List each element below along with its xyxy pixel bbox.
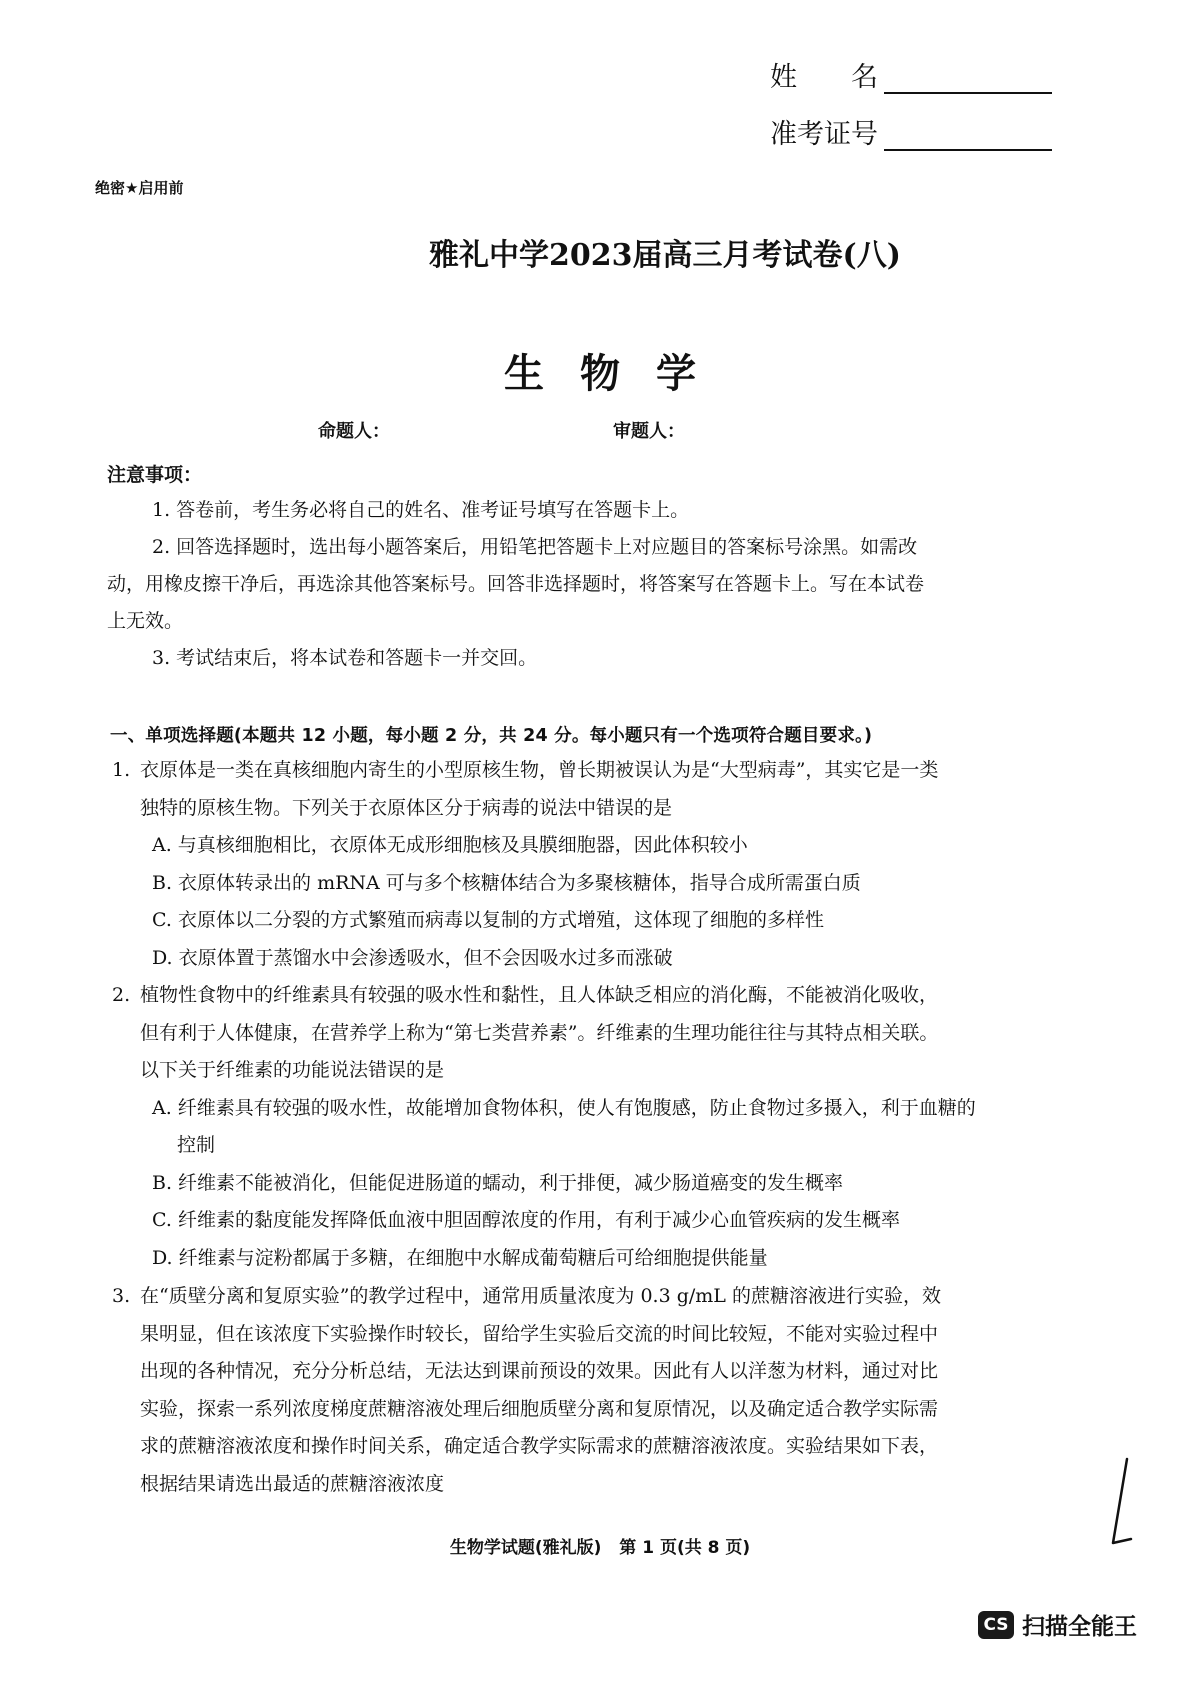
camscanner-logo-icon: CS	[978, 1611, 1014, 1639]
footer-page-number: 第 1 页(共 8 页)	[619, 1538, 751, 1558]
option-a-cont: 控制	[177, 1134, 216, 1156]
notice-item: 2. 回答选择题时，选出每小题答案后，用铅笔把答题卡上对应题目的答案标号涂黑。如需改	[152, 536, 918, 558]
question-stem: 植物性食物中的纤维素具有较强的吸水性和黏性，且人体缺乏相应的消化酶，不能被消化吸收，	[140, 984, 939, 1006]
exam-title: 雅礼中学2023届高三月考试卷(八)	[429, 238, 901, 273]
name-label: 姓 名	[770, 62, 878, 93]
footer-subject: 生物学试题(雅礼版)	[449, 1538, 602, 1558]
exam-id-blank-line	[884, 123, 1052, 151]
name-field	[770, 55, 1052, 94]
question-stem: 在“质壁分离和复原实验”的教学过程中，通常用质量浓度为 0.3 g/mL 的蔗糖溶液进行实验，效	[140, 1285, 941, 1307]
question-number: 3.	[112, 1285, 131, 1307]
notice-item-cont: 上无效。	[107, 610, 184, 632]
option-a: A. 纤维素具有较强的吸水性，故能增加食物体积，使人有饱腹感，防止食物过多摄入，利于血糖的	[152, 1096, 976, 1119]
question-stem-cont: 以下关于纤维素的功能说法错误的是	[140, 1059, 445, 1081]
question-stem-cont: 但有利于人体健康，在营养学上称为“第七类营养素”。纤维素的生理功能往往与其特点相关联。	[140, 1021, 939, 1044]
author-label: 命题人：	[318, 421, 390, 442]
option-a: A. 与真核细胞相比，衣原体无成形细胞核及具膜细胞器，因此体积较小	[152, 834, 748, 856]
confidential-mark: 绝密★启用前	[95, 179, 184, 197]
question-3	[112, 1278, 1067, 1503]
question-stem-cont: 求的蔗糖溶液浓度和操作时间关系，确定适合教学实际需求的蔗糖溶液浓度。实验结果如下表，	[140, 1435, 939, 1457]
scanner-watermark	[978, 1608, 1137, 1641]
watermark-text: 扫描全能王	[1022, 1614, 1137, 1640]
question-stem-cont: 实验，探索一系列浓度梯度蔗糖溶液处理后细胞质壁分离和复原情况，以及确定适合教学实际需	[140, 1397, 939, 1420]
option-b: B. 纤维素不能被消化，但能促进肠道的蠕动，利于排便，减少肠道癌变的发生概率	[152, 1171, 844, 1194]
question-stem: 衣原体是一类在真核细胞内寄生的小型原核生物，曾长期被误认为是“大型病毒”，其实它是一类	[140, 759, 939, 781]
exam-id-field	[770, 112, 1052, 151]
section-heading: 一、单项选择题(本题共 12 小题，每小题 2 分，共 24 分。每小题只有一个选项符合题目要求。)	[110, 726, 873, 746]
question-stem-cont: 果明显，但在该浓度下实验操作时较长，留给学生实验后交流的时间比较短，不能对实验过程中	[140, 1322, 939, 1345]
question-1	[112, 752, 1067, 977]
exam-id-label: 准考证号	[770, 119, 878, 150]
question-2	[112, 977, 1067, 1277]
question-number: 1.	[112, 759, 131, 781]
option-d: D. 纤维素与淀粉都属于多糖，在细胞中水解成葡萄糖后可给细胞提供能量	[152, 1246, 768, 1269]
notice-list	[107, 492, 1067, 677]
question-stem-cont: 出现的各种情况，充分分析总结，无法达到课前预设的效果。因此有人以洋葱为材料，通过对比	[140, 1360, 939, 1382]
option-d: D. 衣原体置于蒸馏水中会渗透吸水，但不会因吸水过多而涨破	[152, 946, 673, 969]
notice-heading: 注意事项：	[107, 464, 203, 486]
option-c: C. 纤维素的黏度能发挥降低血液中胆固醇浓度的作用，有利于减少心血管疾病的发生概率	[152, 1209, 900, 1231]
question-stem-cont: 独特的原核生物。下列关于衣原体区分于病毒的说法中错误的是	[140, 796, 673, 819]
name-blank-line	[884, 66, 1052, 94]
reviewer-label: 审题人：	[613, 421, 685, 442]
notice-item-cont: 动，用橡皮擦干净后，再选涂其他答案标号。回答非选择题时，将答案写在答题卡上。写在本试卷	[107, 573, 925, 595]
notice-item: 1. 答卷前，考生务必将自己的姓名、准考证号填写在答题卡上。	[152, 499, 690, 521]
notice-item: 3. 考试结束后，将本试卷和答题卡一并交回。	[152, 647, 538, 669]
page-footer	[0, 1533, 1200, 1558]
subject-title: 生物学	[504, 350, 732, 397]
question-stem-cont: 根据结果请选出最适的蔗糖溶液浓度	[140, 1472, 445, 1495]
option-c: C. 衣原体以二分裂的方式繁殖而病毒以复制的方式增殖，这体现了细胞的多样性	[152, 909, 824, 931]
question-number: 2.	[112, 984, 131, 1006]
option-b: B. 衣原体转录出的 mRNA 可与多个核糖体结合为多聚核糖体，指导合成所需蛋白质	[152, 871, 861, 894]
